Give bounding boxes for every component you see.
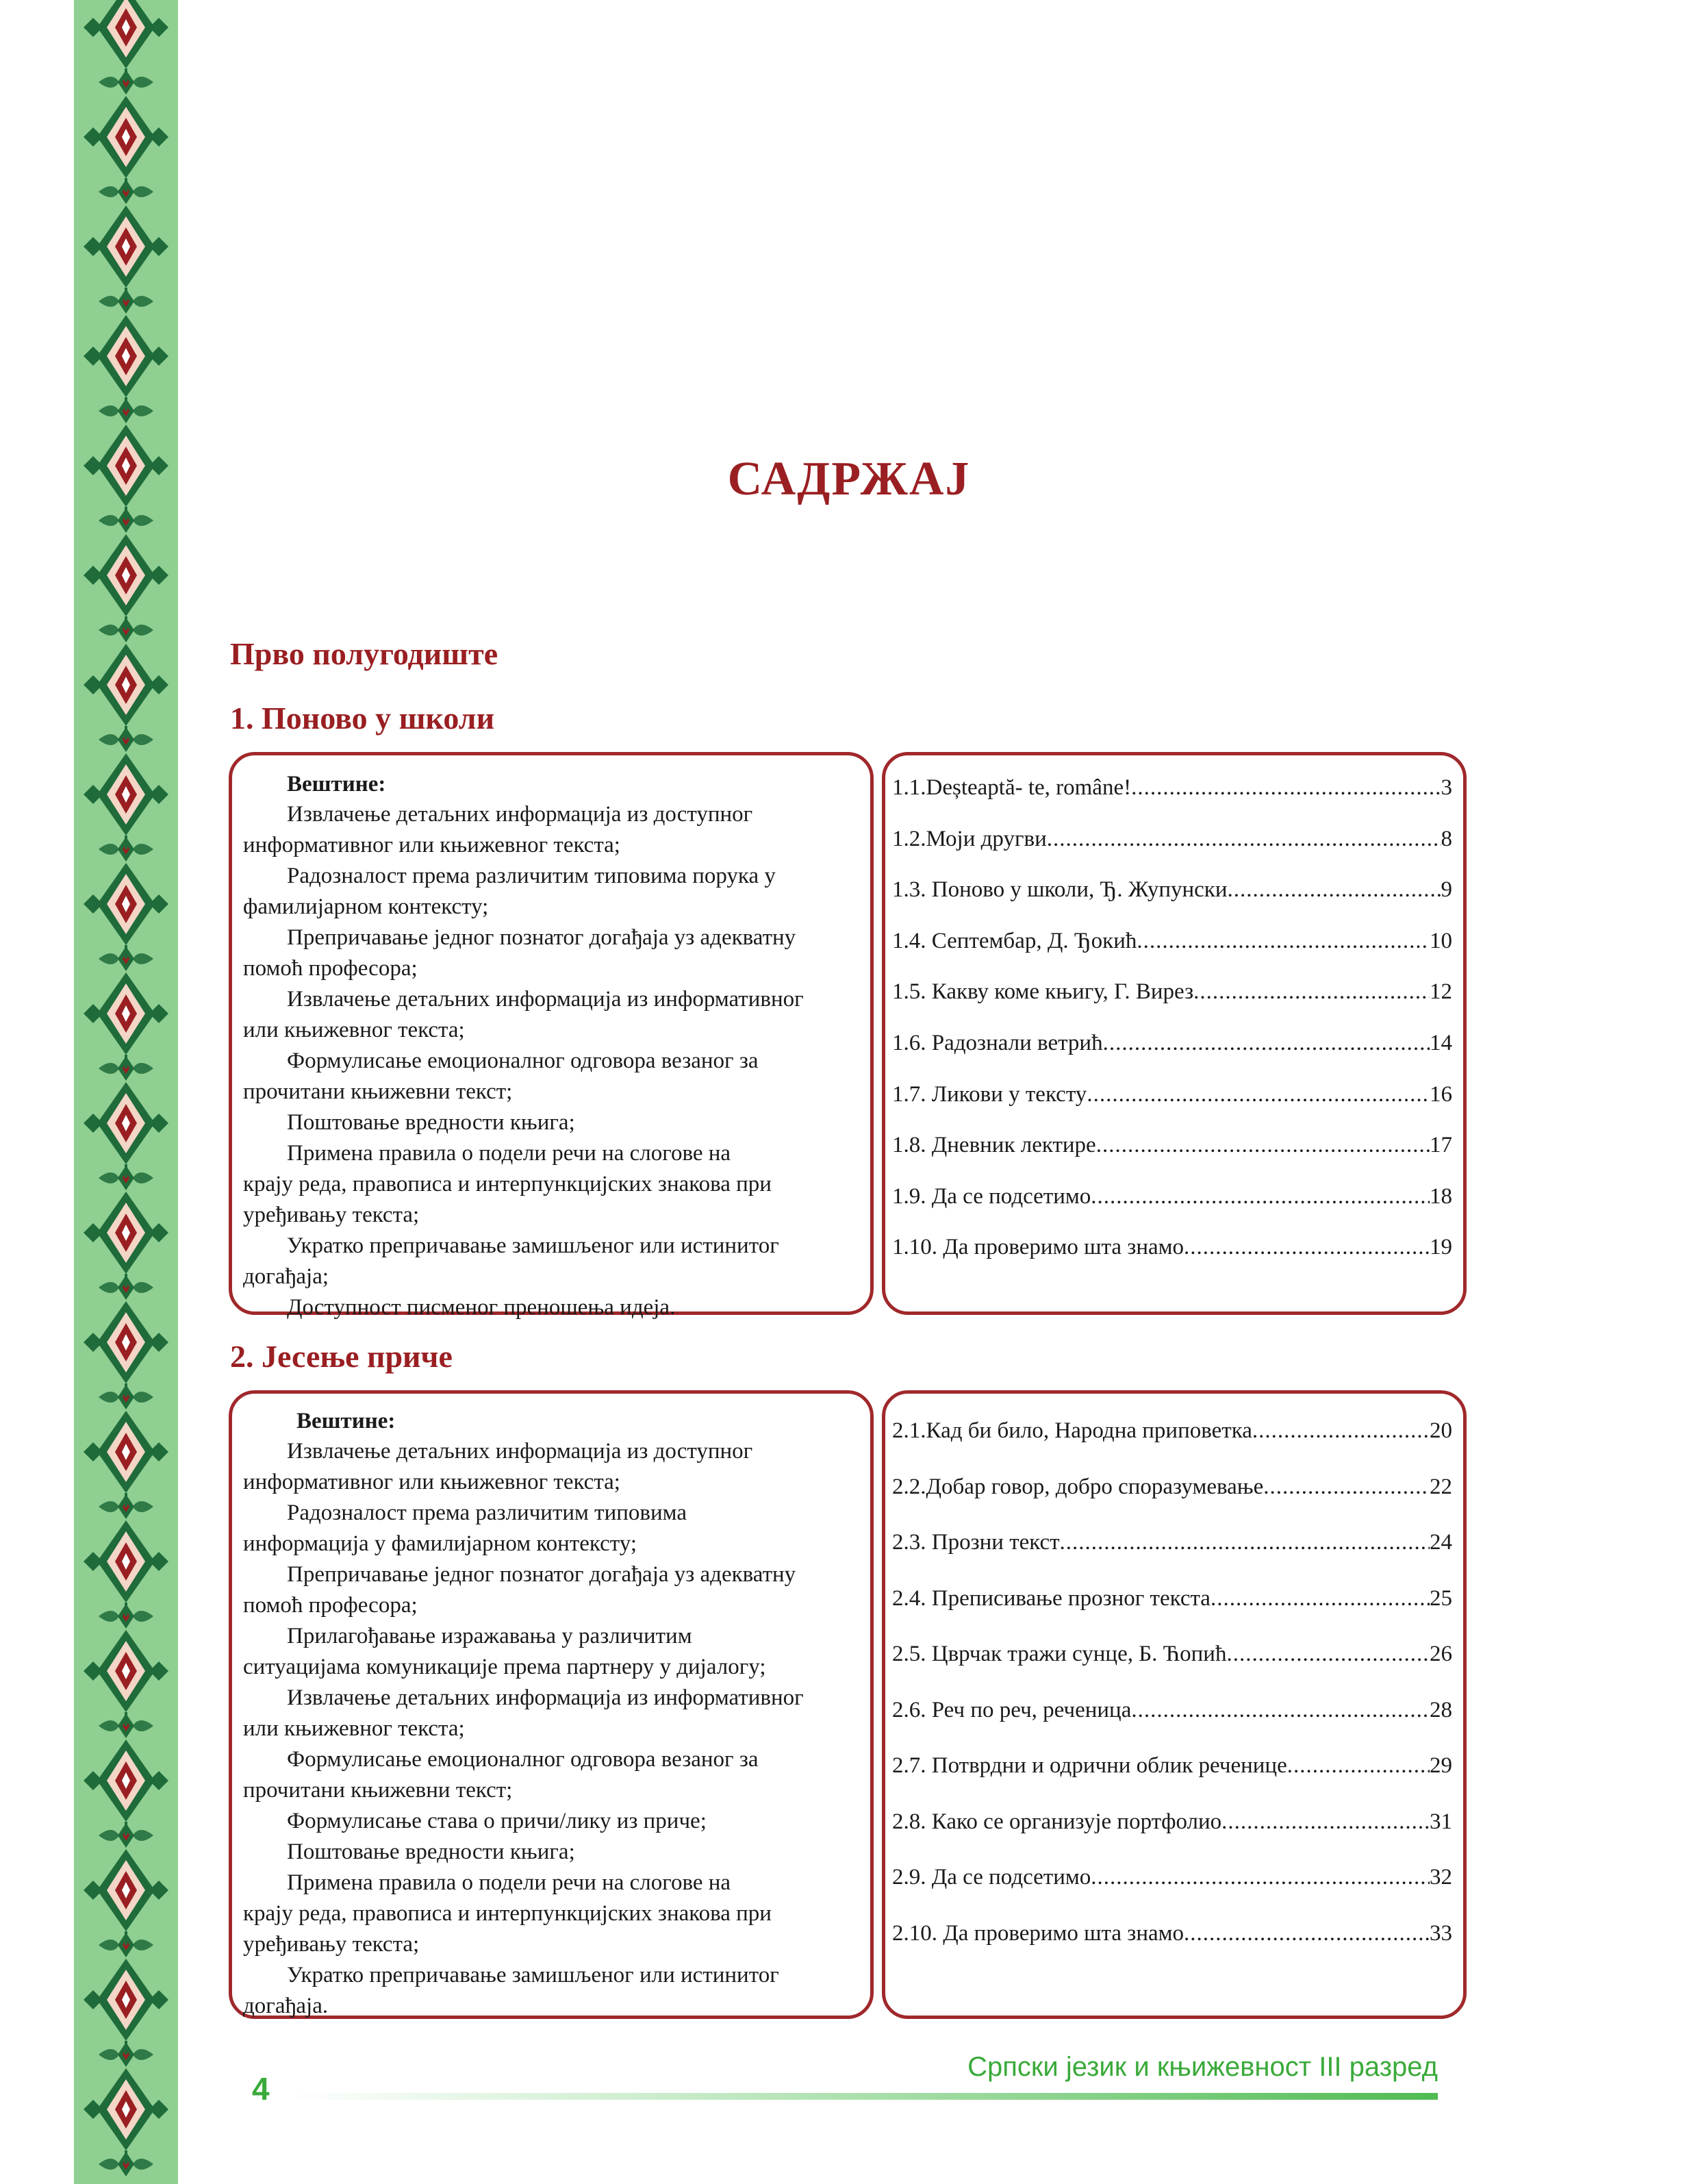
toc-entry-label: 1.1.Deșteaptă- te, române! [892, 775, 1132, 800]
toc-entry[interactable] [892, 814, 1452, 865]
skill-line: помоћ професора; [243, 1593, 418, 1618]
skill-line: фамилијарном контексту; [243, 894, 489, 919]
toc-entry-label: 1.8. Дневник лектире [892, 1133, 1096, 1158]
skill-line: Формулисање емоционалног одговора везаног за [287, 1049, 759, 1073]
skill-line: или књижевног текста; [243, 1716, 465, 1741]
unit-2-toc-box [882, 1390, 1467, 2019]
toc-entry-label: 1.10. Да проверимо шта знамо [892, 1235, 1184, 1260]
unit-1-skills-box [229, 752, 874, 1320]
skill-line: Доступност писменог преношења идеја. [287, 1295, 676, 1320]
toc-entry[interactable] [892, 1850, 1452, 1906]
toc-entry[interactable] [892, 916, 1452, 967]
skill-line: догађаја. [243, 1994, 329, 2018]
semester-heading: Прво полугодиште [230, 636, 498, 671]
toc-leader-dots [1211, 1571, 1430, 1627]
toc-entry-label: 2.5. Цврчак тражи сунце, Б. Ћопић [892, 1642, 1227, 1666]
skills-heading: Вештине: [287, 772, 386, 796]
toc-entry-label: 1.7. Ликови у тексту [892, 1081, 1087, 1107]
toc-entry[interactable] [892, 1794, 1452, 1850]
toc-entry[interactable] [892, 966, 1452, 1018]
toc-entry[interactable] [892, 1069, 1452, 1120]
toc-entry-page: 3 [1441, 775, 1452, 800]
toc-leader-dots [1221, 1794, 1430, 1850]
toc-entry-label: 1.3. Поново у школи, Ђ. Жупунски [892, 877, 1228, 903]
toc-entry-label: 2.3. Прозни текст [892, 1530, 1060, 1555]
skill-line: Извлачење детаљних информација из доступног [287, 802, 753, 827]
page-title: САДРЖАЈ [727, 453, 971, 505]
toc-entry[interactable] [892, 1222, 1452, 1273]
toc-entry-page: 33 [1430, 1920, 1452, 1946]
skill-line: прочитани књижевни текст; [243, 1778, 513, 1803]
skill-line: крају реда, правописа и интерпункцијских знакова при [243, 1901, 772, 1926]
skill-line: Прилагођавање изражавања у различитим [287, 1624, 692, 1648]
skill-line: Формулисање емоционалног одговора везаног за [287, 1747, 759, 1772]
toc-entry-label: 1.9. Да се подсетимо [892, 1183, 1091, 1209]
page-number: 4 [252, 2071, 270, 2107]
toc-entry-page: 10 [1430, 928, 1452, 953]
skill-line: или књижевног текста; [243, 1018, 465, 1042]
skill-line: крају реда, правописа и интерпункцијских знакова при [243, 1172, 772, 1196]
unit-1-title: 1. Поново у школи [230, 701, 495, 736]
toc-entry-page: 17 [1430, 1133, 1452, 1158]
skill-line: догађаја; [243, 1264, 329, 1289]
toc-entry-page: 24 [1430, 1530, 1452, 1555]
toc-entry[interactable] [892, 1738, 1452, 1794]
toc-entry-page: 26 [1430, 1642, 1452, 1666]
toc-entry[interactable] [892, 1120, 1452, 1171]
decorative-border [74, 0, 178, 2184]
toc-entry-page: 22 [1430, 1474, 1452, 1499]
toc-entry[interactable] [892, 864, 1452, 916]
toc-leader-dots [1137, 916, 1430, 967]
skill-line: Препричавање једног познатог догађаја уз адекватну [287, 925, 796, 950]
toc-entry[interactable] [892, 1906, 1452, 1962]
toc-entry[interactable] [892, 1403, 1452, 1459]
toc-leader-dots [1184, 1222, 1430, 1273]
skill-line: Примена правила о подели речи на слогове на [287, 1141, 731, 1166]
toc-entry-page: 20 [1430, 1418, 1452, 1443]
toc-leader-dots [1193, 966, 1430, 1018]
toc-entry-page: 18 [1430, 1183, 1452, 1209]
skill-line: Извлачење детаљних информација из информативног [287, 1685, 804, 1710]
toc-entry-page: 12 [1430, 979, 1452, 1005]
toc-leader-dots [1226, 1627, 1430, 1683]
toc-entry-label: 1.5. Какву коме књигу, Г. Вирез [892, 979, 1194, 1005]
skill-line: Укратко препричавање замишљеног или истинитог [287, 1963, 779, 1987]
skill-line: Извлачење детаљних информација из доступног [287, 1439, 753, 1464]
toc-leader-dots [1060, 1515, 1430, 1571]
skill-line: Укратко препричавање замишљеног или истинитог [287, 1233, 779, 1258]
skill-line: Радозналост према различитим типовима [287, 1501, 687, 1525]
unit-2-skills-box [229, 1390, 874, 2019]
skill-line: прочитани књижевни текст; [243, 1079, 513, 1104]
toc-leader-dots [1091, 1850, 1430, 1906]
unit-1-toc-box [882, 752, 1467, 1315]
toc-entry-page: 19 [1430, 1235, 1452, 1260]
toc-entry-label: 2.6. Реч по реч, реченица [892, 1697, 1132, 1722]
skill-line: Формулисање става о причи/лику из приче; [287, 1809, 707, 1833]
toc-leader-dots [1047, 814, 1441, 865]
toc-entry-page: 14 [1430, 1030, 1452, 1055]
toc-entry-page: 32 [1430, 1865, 1452, 1890]
skill-line: помоћ професора; [243, 956, 418, 981]
toc-leader-dots [1087, 1069, 1430, 1120]
toc-entry[interactable] [892, 1459, 1452, 1516]
toc-entry[interactable] [892, 1018, 1452, 1069]
toc-entry-label: 2.4. Преписивање прозног текста [892, 1585, 1211, 1611]
footer-book-title: Српски језик и књижевност III разред [967, 2052, 1438, 2082]
toc-entry-label: 1.6. Радознали ветрић [892, 1030, 1103, 1055]
toc-entry-label: 2.7. Потврдни и одрични облик реченице [892, 1753, 1287, 1778]
toc-entry-page: 9 [1441, 877, 1452, 903]
toc-leader-dots [1287, 1738, 1430, 1794]
skill-line: Препричавање једног познатог догађаја уз адекватну [287, 1562, 796, 1587]
toc-entry-page: 25 [1430, 1585, 1452, 1611]
skill-line: информативног или књижевног текста; [243, 1470, 620, 1494]
toc-entry[interactable] [892, 1627, 1452, 1683]
toc-leader-dots [1091, 1171, 1430, 1222]
toc-leader-dots [1228, 864, 1441, 916]
toc-leader-dots [1131, 1683, 1430, 1739]
toc-leader-dots [1096, 1120, 1430, 1171]
skill-line: ситуацијама комуникације према партнеру у дијалогу; [243, 1655, 766, 1679]
toc-entry-page: 8 [1441, 826, 1452, 851]
folk-ornament-pattern [74, 0, 178, 2184]
skill-line: уређивању текста; [243, 1932, 420, 1957]
toc-leader-dots [1263, 1459, 1430, 1516]
toc-entry-label: 1.2.Моји другви [892, 826, 1047, 851]
skill-line: уређивању текста; [243, 1203, 420, 1227]
toc-entry-label: 2.9. Да се подсетимо [892, 1865, 1091, 1890]
skill-line: Примена правила о подели речи на слогове на [287, 1870, 731, 1895]
toc-entry[interactable] [892, 1171, 1452, 1222]
toc-entry-page: 31 [1430, 1809, 1452, 1834]
toc-entry[interactable] [892, 1515, 1452, 1571]
toc-entry-label: 1.4. Септембар, Д. Ђокић [892, 928, 1137, 953]
toc-entry[interactable] [892, 762, 1452, 814]
unit-2-title: 2. Јесење приче [230, 1339, 453, 1374]
toc-entry[interactable] [892, 1571, 1452, 1627]
skill-line: Радозналост према различитим типовима порука у [287, 864, 776, 888]
toc-entry-label: 2.1.Кад би било, Народна приповетка [892, 1418, 1252, 1443]
toc-entry-page: 28 [1430, 1697, 1452, 1722]
footer-rule [288, 2093, 1438, 2100]
skill-line: информација у фамилијарном контексту; [243, 1531, 637, 1556]
skill-line: Поштовање вредности књига; [287, 1110, 575, 1135]
toc-entry[interactable] [892, 1683, 1452, 1739]
toc-leader-dots [1131, 762, 1441, 814]
skill-line: Извлачење детаљних информација из информативног [287, 987, 804, 1012]
toc-entry-label: 2.2.Добар говор, добро споразумевање [892, 1474, 1264, 1499]
skill-line: информативног или књижевног текста; [243, 833, 620, 857]
toc-leader-dots [1252, 1403, 1430, 1459]
toc-leader-dots [1103, 1018, 1430, 1069]
toc-entry-page: 16 [1430, 1081, 1452, 1107]
toc-entry-page: 29 [1430, 1753, 1452, 1778]
toc-entry-label: 2.8. Како се организује портфолио [892, 1809, 1222, 1834]
toc-leader-dots [1184, 1906, 1430, 1962]
toc-entry-label: 2.10. Да проверимо шта знамо [892, 1920, 1184, 1946]
skills-heading: Вештине: [296, 1409, 396, 1433]
skill-line: Поштовање вредности књига; [287, 1840, 575, 1864]
